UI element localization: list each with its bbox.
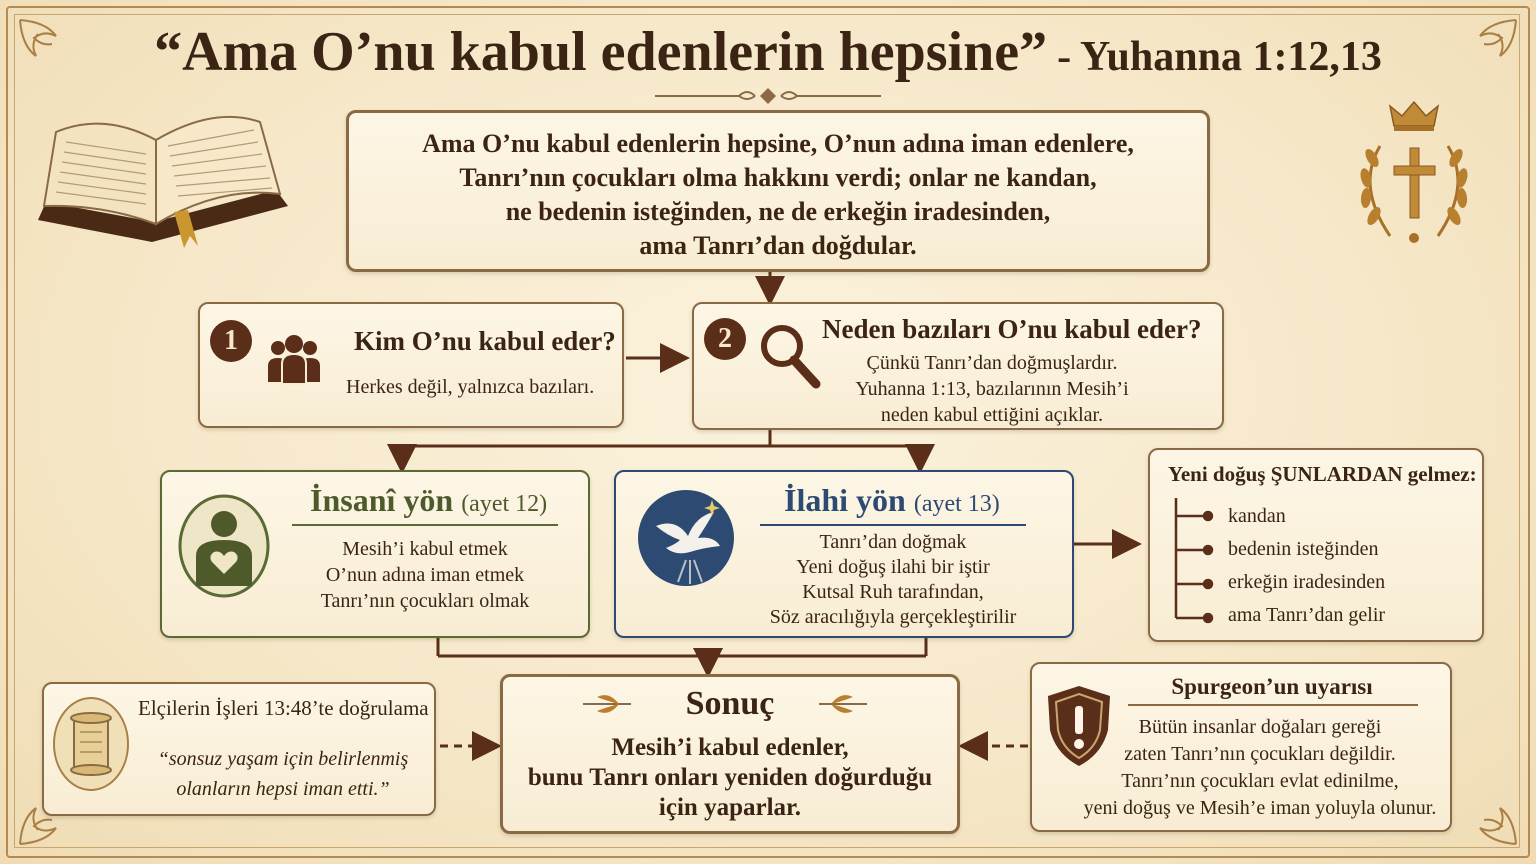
spurgeon-heading: Spurgeon’un uyarısı xyxy=(1171,674,1373,699)
acts-quote-line: “sonsuz yaşam için belirlenmiş xyxy=(157,748,409,770)
verse-line: ne bedenin isteğinden, ne de erkeğin iradesinden, xyxy=(505,197,1051,226)
step1-number: 1 xyxy=(210,320,252,362)
verse-line: Ama O’nu kabul edenlerin hepsine, O’nun adına iman edenlere, xyxy=(422,129,1134,158)
conclusion-line: Mesih’i kabul edenler, xyxy=(611,734,849,761)
scroll-icon xyxy=(52,696,130,792)
new-birth-item: kandan xyxy=(1228,505,1286,527)
title-main: “Ama O’nu kabul edenlerin hepsine” xyxy=(154,21,1048,83)
person-heart-icon xyxy=(178,494,270,598)
spurgeon-line: zaten Tanrı’nın çocukları değildir. xyxy=(1124,743,1396,765)
divine-aspect-title xyxy=(784,482,1000,519)
step2-answer-line: Çünkü Tanrı’dan doğmuşlardır. xyxy=(866,352,1118,374)
verse-line: ama Tanrı’dan doğdular. xyxy=(639,231,917,260)
step2-answer-line: Yuhanna 1:13, bazılarının Mesih’i xyxy=(855,378,1129,400)
divine-aspect-line: Tanrı’dan doğmak xyxy=(819,531,967,553)
spurgeon-box xyxy=(1030,662,1452,832)
dove-icon xyxy=(636,486,736,594)
spurgeon-line: yeni doğuş ve Mesih’e iman yoluyla olunur. xyxy=(1083,797,1437,819)
divider xyxy=(292,524,558,526)
human-aspect-line: Mesih’i kabul etmek xyxy=(342,538,508,560)
divider xyxy=(760,524,1026,526)
step2-number: 2 xyxy=(704,318,746,360)
divine-aspect-title-text: İlahi yön xyxy=(784,482,906,518)
verse-line: Tanrı’nın çocukları olma hakkını verdi; onlar ne kandan, xyxy=(459,163,1097,192)
title-reference: - Yuhanna 1:12,13 xyxy=(1057,34,1382,80)
acts-box xyxy=(42,682,436,816)
spurgeon-line: Tanrı’nın çocukları evlat edinilme, xyxy=(1121,770,1399,792)
conclusion-line: bunu Tanrı onları yeniden doğurduğu xyxy=(527,764,933,791)
divine-aspect-verse-ref: (ayet 13) xyxy=(913,491,1000,517)
acts-quote-line: olanların hepsi iman etti.” xyxy=(176,778,390,800)
divider xyxy=(1128,704,1418,706)
step1-answer: Herkes değil, yalnızca bazıları. xyxy=(346,376,595,398)
conclusion-title: Sonuç xyxy=(685,685,775,722)
step1-box xyxy=(198,302,624,428)
new-birth-heading: Yeni doğuş ŞUNLARDAN gelmez: xyxy=(1168,462,1477,486)
human-aspect-title xyxy=(310,482,547,519)
human-aspect-verse-ref: (ayet 12) xyxy=(461,491,548,517)
people-icon xyxy=(264,334,324,386)
leaf-ornament-icon xyxy=(815,689,871,719)
divine-aspect-line: Söz aracılığıyla gerçekleştirilir xyxy=(769,606,1017,628)
new-birth-item: ama Tanrı’dan gelir xyxy=(1228,604,1386,626)
acts-heading: Elçilerin İşleri 13:48’te doğrulama xyxy=(138,696,429,720)
human-aspect-line: O’nun adına iman etmek xyxy=(325,564,525,586)
tree-connector xyxy=(1168,496,1232,626)
human-aspect-title-text: İnsanî yön xyxy=(310,482,454,518)
human-aspect-box xyxy=(160,470,590,638)
spurgeon-line: Bütün insanlar doğaları gereği xyxy=(1138,716,1382,738)
divine-aspect-line: Yeni doğuş ilahi bir iştir xyxy=(796,556,990,578)
new-birth-box xyxy=(1148,448,1484,642)
conclusion-box xyxy=(500,674,960,834)
step2-box xyxy=(692,302,1224,430)
divine-aspect-box xyxy=(614,470,1074,638)
magnifier-icon xyxy=(758,322,822,392)
new-birth-item: bedenin isteğinden xyxy=(1228,538,1379,560)
new-birth-item: erkeğin iradesinden xyxy=(1228,571,1386,593)
conclusion-line: için yaparlar. xyxy=(658,794,802,821)
human-aspect-line: Tanrı’nın çocukları olmak xyxy=(320,590,530,612)
step2-question: Neden bazıları O’nu kabul eder? xyxy=(822,314,1202,344)
step2-answer-line: neden kabul ettiğini açıklar. xyxy=(880,404,1104,426)
divine-aspect-line: Kutsal Ruh tarafından, xyxy=(802,581,984,603)
step1-question: Kim O’nu kabul eder? xyxy=(354,326,616,356)
